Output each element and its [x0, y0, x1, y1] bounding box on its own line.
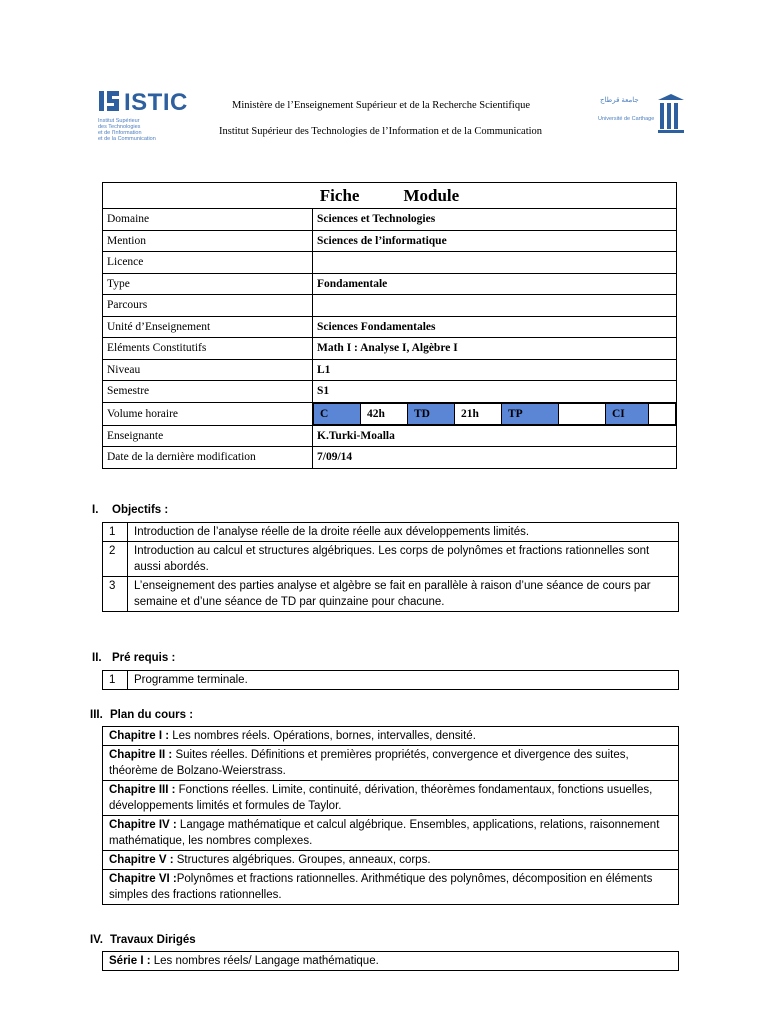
- istic-logo: [98, 88, 188, 144]
- list-item: 2 Introduction au calcul et structures algébriques. Les corps de polynômes et fractions rationnelles sont aussi abordés.: [103, 542, 679, 577]
- vol-tp-value: [559, 403, 606, 424]
- institute-line: Institut Supérieur des Technologies de l’Information et de la Communication: [219, 126, 543, 137]
- carthage-logo: [596, 92, 688, 138]
- istic-brand: ISTIC: [124, 89, 188, 116]
- fiche-row-type: Type Fondamentale: [103, 273, 677, 295]
- section-objectifs-title: I. Objectifs :: [92, 504, 169, 516]
- section-td-title: IV. Travaux Dirigés: [90, 934, 196, 946]
- fiche-row-semestre: Semestre S1: [103, 381, 677, 403]
- list-item: Chapitre I : Les nombres réels. Opérations, bornes, intervalles, densité.: [103, 727, 679, 746]
- list-item: 1 Programme terminale.: [103, 671, 679, 690]
- list-item: Chapitre II : Suites réelles. Définitions et premières propriétés, convergence et divergence des suites, théorème de Bolzano-Weierstrass.: [103, 746, 679, 781]
- fiche-row-niveau: Niveau L1: [103, 359, 677, 381]
- objectifs-table: [102, 522, 679, 612]
- fiche-row-date: Date de la dernière modification 7/09/14: [103, 447, 677, 469]
- fiche-row-mention: Mention Sciences de l’informatique: [103, 230, 677, 252]
- vol-c-value: 42h: [361, 403, 408, 424]
- fiche-row-domaine: Domaine Sciences et Technologies: [103, 209, 677, 231]
- fiche-row-elements: Eléments Constitutifs Math I : Analyse I, Algèbre I: [103, 338, 677, 360]
- plan-table: [102, 726, 679, 905]
- td-table: [102, 951, 679, 971]
- list-item: Chapitre VI :Polynômes et fractions rationnelles. Arithmétique des polynômes, décomposition en éléments simples des fractions rationnelles.: [103, 870, 679, 905]
- istic-mark-icon: [98, 88, 122, 114]
- list-item: Chapitre V : Structures algébriques. Groupes, anneaux, corps.: [103, 851, 679, 870]
- vol-c-label: C: [314, 403, 361, 424]
- section-plan-title: III. Plan du cours :: [90, 709, 194, 721]
- fiche-row-licence: Licence: [103, 252, 677, 274]
- carthage-columns-icon: [656, 92, 686, 136]
- list-item: Série I : Les nombres réels/ Langage mathématique.: [103, 952, 679, 971]
- ministry-line: Ministère de l’Enseignement Supérieur et de la Recherche Scientifique: [232, 100, 530, 111]
- vol-ci-label: CI: [606, 403, 649, 424]
- fiche-module-table: [102, 182, 677, 469]
- list-item: 3 L’enseignement des parties analyse et algèbre se fait en parallèle à raison d’une séance de cours par semaine et d’une séance de TD par quinzaine pour chacune.: [103, 577, 679, 612]
- fiche-row-unite: Unité d’Enseignement Sciences Fondamentales: [103, 316, 677, 338]
- list-item: 1 Introduction de l’analyse réelle de la droite réelle aux développements limités.: [103, 523, 679, 542]
- fiche-row-volume: Volume horaire C 42h TD 21h TP CI: [103, 402, 677, 425]
- vol-td-value: 21h: [455, 403, 502, 424]
- fiche-title: Fiche Module: [103, 183, 677, 209]
- section-prerequis-title: II. Pré requis :: [92, 652, 176, 664]
- prerequis-table: [102, 670, 679, 690]
- carthage-arabic: جامعة قرطاج: [600, 97, 639, 104]
- list-item: Chapitre IV : Langage mathématique et calcul algébrique. Ensembles, applications, relations, raisonnement mathématique, les nombres complexes.: [103, 816, 679, 851]
- fiche-row-enseignante: Enseignante K.Turki-Moalla: [103, 425, 677, 447]
- volume-horaire-grid: [313, 403, 676, 425]
- istic-subtitle: Institut Supérieur des Technologies et de l'Information et de la Communication: [98, 118, 156, 142]
- vol-td-label: TD: [408, 403, 455, 424]
- vol-ci-value: [649, 403, 676, 424]
- vol-tp-label: TP: [502, 403, 559, 424]
- carthage-french: Université de Carthage: [598, 116, 655, 122]
- fiche-row-parcours: Parcours: [103, 295, 677, 317]
- list-item: Chapitre III : Fonctions réelles. Limite, continuité, dérivation, théorèmes fondamentaux, fonctions usuelles, développements limités et formules de Taylor.: [103, 781, 679, 816]
